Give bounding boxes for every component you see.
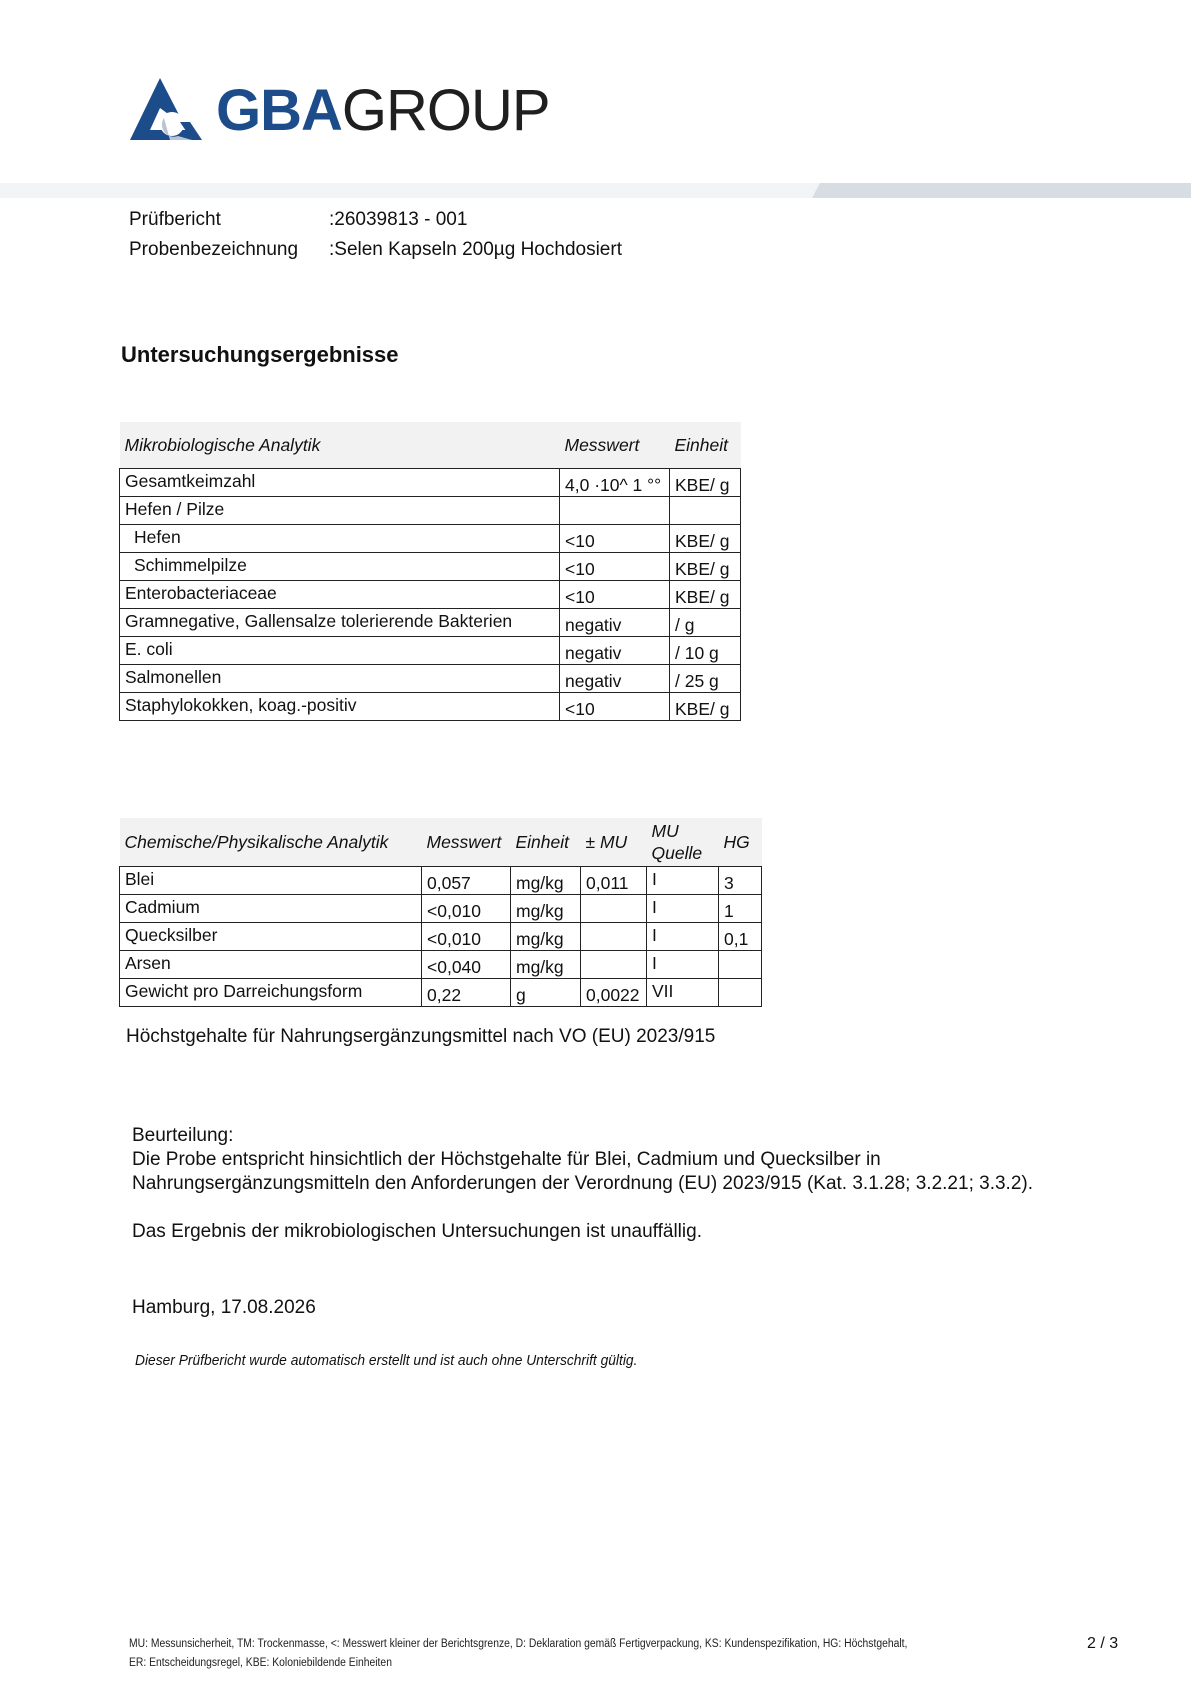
unit-value: KBE/ g: [670, 581, 741, 609]
max-level-value: 3: [719, 867, 762, 895]
table-row: [120, 951, 762, 979]
max-level-value: [719, 951, 762, 979]
abbreviations-footnote: MU: Messunsicherheit, TM: Trockenmasse, <: Messwert kleiner der Berichtsgrenze, D: Deklaration gemäß Fertigverpackung, KS: Kundenspezifikation, HG: Höchstgehalt,: [129, 1638, 908, 1650]
analyte-name: Salmonellen: [120, 665, 560, 693]
measurement-uncertainty: 0,011: [581, 867, 647, 895]
analyte-name: E. coli: [120, 637, 560, 665]
assessment-text-line: Das Ergebnis der mikrobiologischen Untersuchungen ist unauffällig.: [132, 1221, 702, 1242]
measured-value: <0,010: [422, 895, 511, 923]
table-row: [120, 665, 741, 693]
unit-value: g: [511, 979, 581, 1007]
assessment-text-line: Nahrungsergänzungsmitteln den Anforderungen der Verordnung (EU) 2023/915 (Kat. 3.1.28; 3.2.21; 3.3.2).: [132, 1173, 1033, 1194]
analyte-name: Quecksilber: [120, 923, 422, 951]
table-row: [120, 637, 741, 665]
chemistry-table: [119, 818, 762, 1007]
unit-value: mg/kg: [511, 923, 581, 951]
analyte-name: Hefen: [120, 525, 560, 553]
sample-name-label: Probenbezeichnung: [129, 239, 299, 260]
unit-value: mg/kg: [511, 867, 581, 895]
table-row: [120, 867, 762, 895]
measured-value: negativ: [560, 637, 670, 665]
report-number-label: Prüfbericht: [129, 209, 221, 230]
measured-value: 4,0 ·10^ 1 °°: [560, 469, 670, 497]
table-header-row: [120, 422, 741, 469]
column-header: HG: [719, 818, 762, 867]
unit-value: / 25 g: [670, 665, 741, 693]
column-header: MU Quelle: [647, 818, 719, 867]
mu-source: VII: [647, 979, 719, 1007]
table-row: [120, 923, 762, 951]
measured-value: <0,010: [422, 923, 511, 951]
measured-value: negativ: [560, 609, 670, 637]
table-row: [120, 895, 762, 923]
unit-value: mg/kg: [511, 895, 581, 923]
table-row: [120, 497, 741, 525]
analyte-name: Gramnegative, Gallensalze tolerierende Bakterien: [120, 609, 560, 637]
analyte-name: Arsen: [120, 951, 422, 979]
unit-value: KBE/ g: [670, 525, 741, 553]
column-header: Messwert: [422, 818, 511, 867]
measurement-uncertainty: [581, 923, 647, 951]
analyte-name: Blei: [120, 867, 422, 895]
column-header: ± MU: [581, 818, 647, 867]
logo-mark-icon: [130, 78, 210, 144]
table-row: [120, 979, 762, 1007]
sample-name-value: :Selen Kapseln 200µg Hochdosiert: [329, 239, 622, 260]
measured-value: 0,22: [422, 979, 511, 1007]
measured-value: <0,040: [422, 951, 511, 979]
table-row: [120, 693, 741, 721]
measured-value: 0,057: [422, 867, 511, 895]
mu-source: I: [647, 895, 719, 923]
mu-source: I: [647, 923, 719, 951]
mu-source: I: [647, 867, 719, 895]
unit-value: / 10 g: [670, 637, 741, 665]
measured-value: negativ: [560, 665, 670, 693]
measured-value: <10: [560, 553, 670, 581]
mu-source: I: [647, 951, 719, 979]
max-level-value: 0,1: [719, 923, 762, 951]
column-header: Messwert: [560, 422, 670, 469]
column-header: Einheit: [511, 818, 581, 867]
max-level-value: [719, 979, 762, 1007]
column-header: Mikrobiologische Analytik: [120, 422, 560, 469]
microbiology-table: [119, 422, 741, 721]
max-levels-note: Höchstgehalte für Nahrungsergänzungsmittel nach VO (EU) 2023/915: [126, 1026, 716, 1047]
measured-value: [560, 497, 670, 525]
table-row: [120, 469, 741, 497]
table-row: [120, 609, 741, 637]
table-row: [120, 581, 741, 609]
measured-value: <10: [560, 693, 670, 721]
table-row: [120, 553, 741, 581]
column-header: Chemische/Physikalische Analytik: [120, 818, 422, 867]
measurement-uncertainty: 0,0022: [581, 979, 647, 1007]
column-header: Einheit: [670, 422, 741, 469]
header-band: [0, 183, 1191, 198]
analyte-name: Cadmium: [120, 895, 422, 923]
assessment-text-line: Die Probe entspricht hinsichtlich der Höchstgehalte für Blei, Cadmium und Quecksilber in: [132, 1149, 881, 1170]
report-number-value: :26039813 - 001: [329, 209, 468, 230]
assessment-label: Beurteilung:: [132, 1125, 234, 1146]
analyte-name: Enterobacteriaceae: [120, 581, 560, 609]
unit-value: [670, 497, 741, 525]
logo-wordmark-light: GROUP: [341, 78, 550, 143]
measured-value: <10: [560, 525, 670, 553]
logo-wordmark: [216, 76, 550, 146]
auto-generated-note: Dieser Prüfbericht wurde automatisch erstellt und ist auch ohne Unterschrift gültig.: [135, 1352, 638, 1369]
max-level-value: 1: [719, 895, 762, 923]
measurement-uncertainty: [581, 951, 647, 979]
measurement-uncertainty: [581, 895, 647, 923]
table-header-row: [120, 818, 762, 867]
page-number: 2 / 3: [1087, 1635, 1119, 1652]
analyte-name: Staphylokokken, koag.-positiv: [120, 693, 560, 721]
analyte-name: Hefen / Pilze: [120, 497, 560, 525]
analyte-name: Gesamtkeimzahl: [120, 469, 560, 497]
unit-value: mg/kg: [511, 951, 581, 979]
unit-value: KBE/ g: [670, 693, 741, 721]
section-title: Untersuchungsergebnisse: [121, 342, 399, 367]
measured-value: <10: [560, 581, 670, 609]
unit-value: KBE/ g: [670, 469, 741, 497]
analyte-name: Schimmelpilze: [120, 553, 560, 581]
analyte-name: Gewicht pro Darreichungsform: [120, 979, 422, 1007]
company-logo: [130, 76, 570, 146]
unit-value: KBE/ g: [670, 553, 741, 581]
unit-value: / g: [670, 609, 741, 637]
logo-wordmark-bold: GBA: [216, 78, 342, 143]
abbreviations-footnote: ER: Entscheidungsregel, KBE: Koloniebildende Einheiten: [129, 1657, 392, 1669]
place-date: Hamburg, 17.08.2026: [132, 1297, 316, 1318]
table-row: [120, 525, 741, 553]
